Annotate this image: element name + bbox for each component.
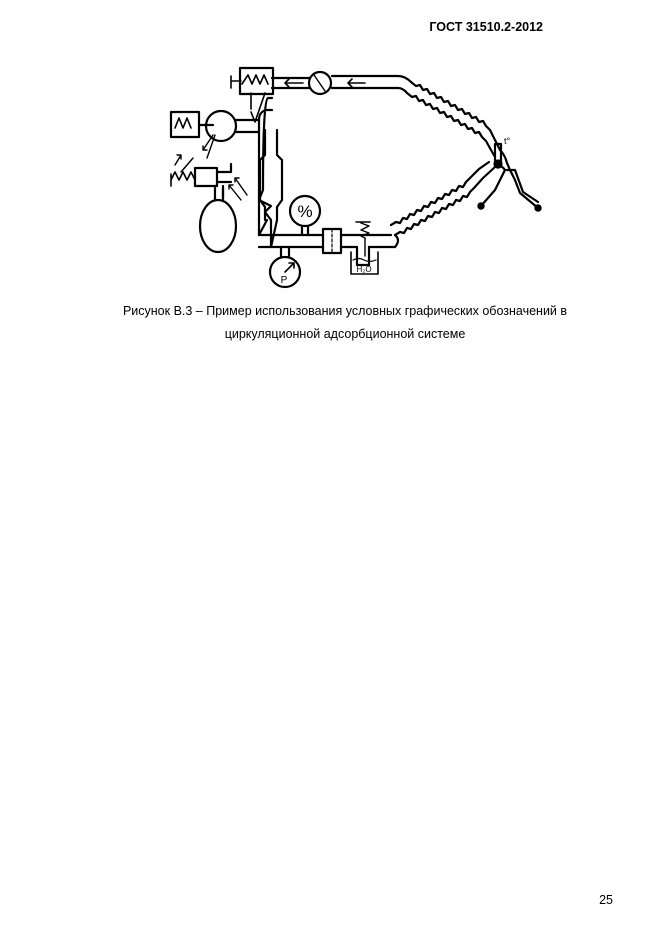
page-number: 25: [599, 893, 613, 907]
caption-line-1: Рисунок В.3 – Пример использования условных графических обозначений в: [122, 304, 568, 318]
flow-arrow-right: [348, 79, 365, 87]
junction-legs: [481, 150, 538, 208]
percent-symbol: %: [297, 202, 313, 221]
upper-diagonal-pipe: [411, 82, 500, 150]
bottom-pipe: [259, 235, 398, 247]
flow-arrow-left: [285, 79, 303, 87]
water-trap: [357, 247, 369, 265]
pressure-symbol: P: [280, 275, 288, 286]
temperature-symbol: t°: [503, 136, 511, 146]
lower-diagonal-pipe: [395, 167, 495, 235]
adsorption-system-diagram: [155, 60, 550, 295]
water-symbol: H₂O: [356, 265, 372, 274]
storage-flask: [200, 200, 236, 252]
caption-line-2: циркуляционной адсорбционной системе: [224, 327, 466, 341]
document-standard-number: ГОСТ 31510.2-2012: [429, 20, 543, 34]
figure-caption: [0, 300, 661, 346]
left-valve-lower: [195, 168, 217, 186]
top-pipe: [272, 76, 411, 93]
